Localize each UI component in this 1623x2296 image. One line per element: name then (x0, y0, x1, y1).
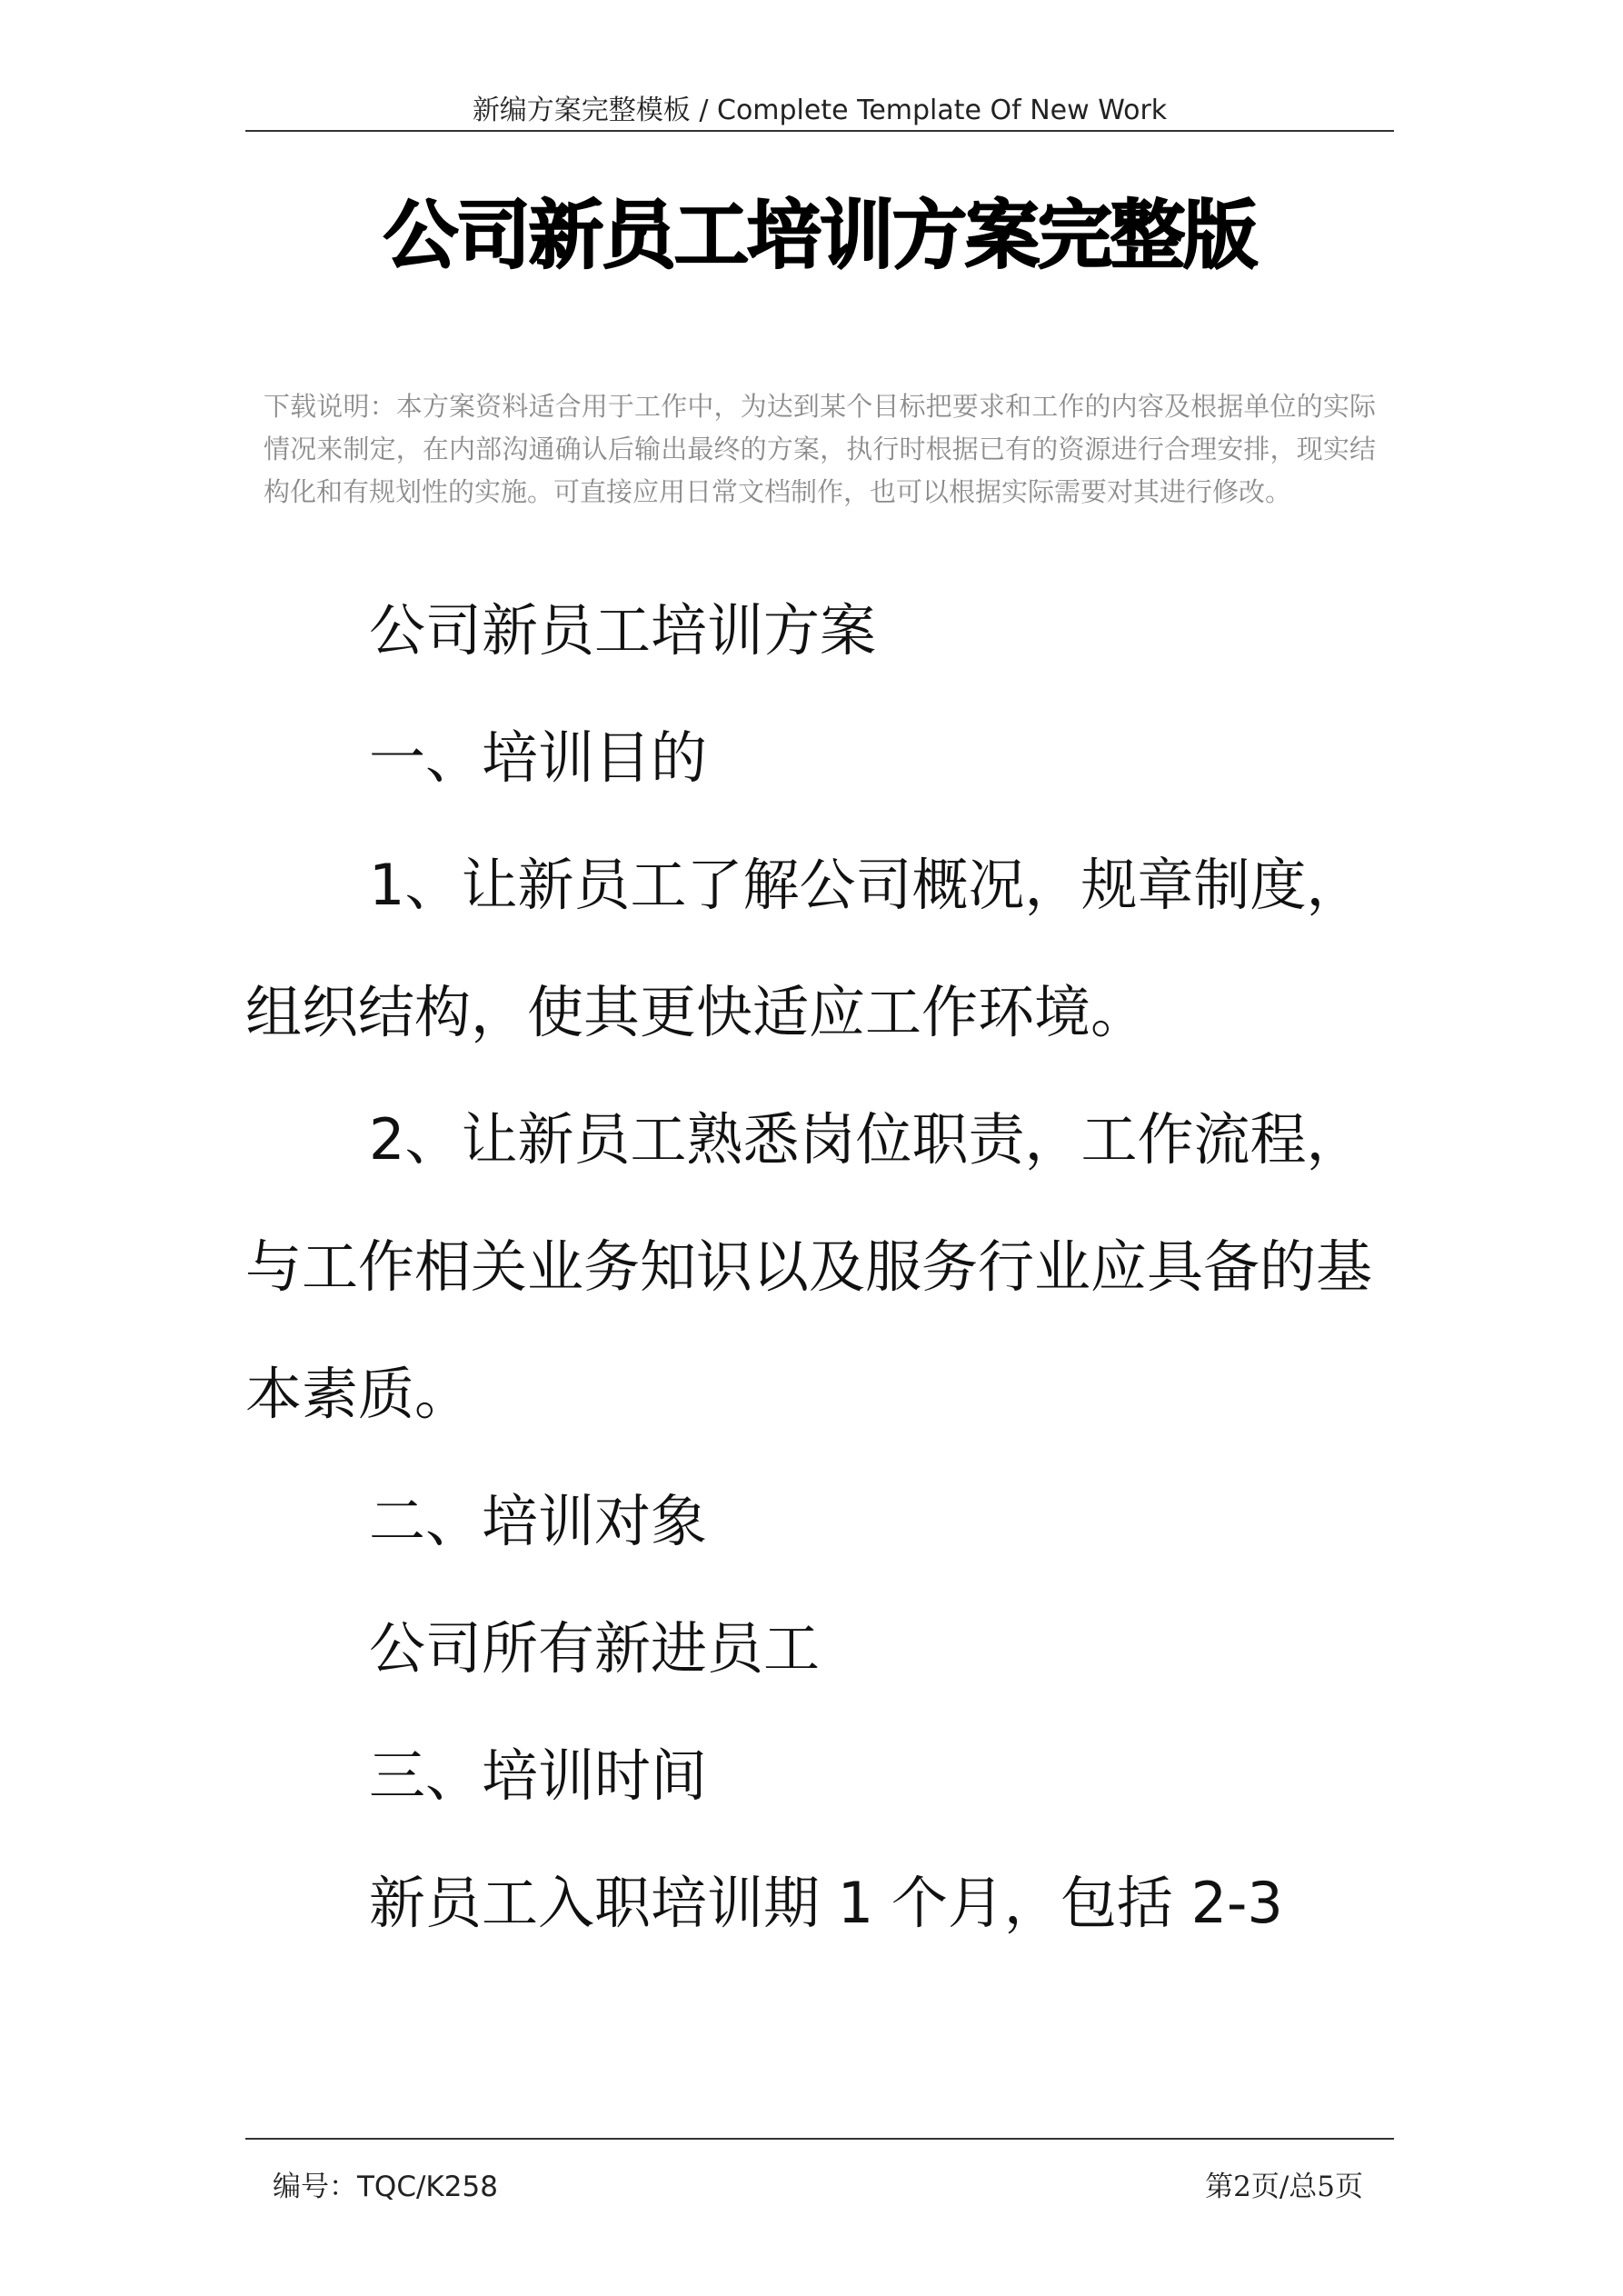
body-paragraph: 1、让新员工了解公司概况，规章制度，组织结构，使其更快适应工作环境。 (245, 852, 1363, 1045)
page-header: 新编方案完整模板 / Complete Template Of New Work (472, 95, 1168, 126)
document-title: 公司新员工培训方案完整版 (383, 193, 1256, 279)
page-number: 第2页/总5页 (1205, 2171, 1363, 2203)
section-heading: 一、培训目的 (369, 724, 708, 791)
section-heading: 三、培训时间 (369, 1742, 708, 1809)
body-paragraph: 2、让新员工熟悉岗位职责，工作流程，与工作相关业务知识以及服务行业应具备的基本素质。 (245, 1106, 1373, 1427)
document-code: 编号：TQC/K258 (273, 2171, 498, 2203)
section-heading: 二、培训对象 (369, 1488, 708, 1554)
body-paragraph: 新员工入职培训期 1 个月，包括 2-3 (369, 1870, 1283, 1936)
header-divider (245, 130, 1394, 132)
body-paragraph: 公司所有新进员工 (369, 1615, 821, 1682)
document-body (245, 567, 1394, 1967)
footer-divider (245, 2138, 1394, 2140)
body-paragraph: 公司新员工培训方案 (369, 597, 877, 664)
download-notice: 下载说明：本方案资料适合用于工作中，为达到某个目标把要求和工作的内容及根据单位的实际情况来制定，在内部沟通确认后输出最终的方案，执行时根据已有的资源进行合理安排，现实结构化和有规划性的实施。可直接应用日常文档制作，也可以根据实际需要对其进行修改。 (264, 391, 1376, 507)
